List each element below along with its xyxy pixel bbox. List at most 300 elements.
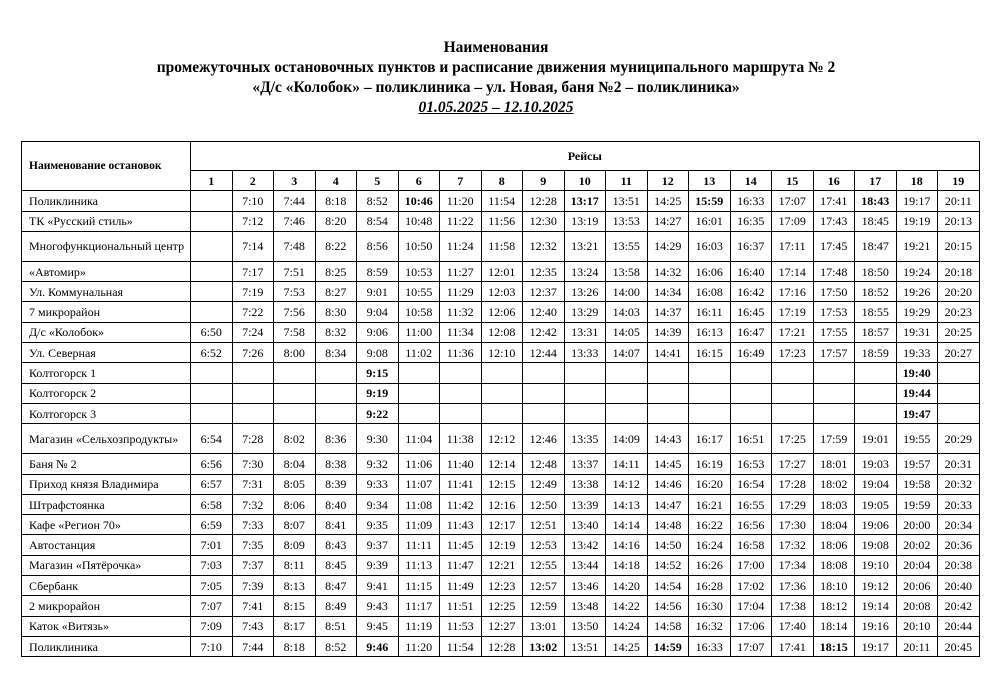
- departure-time: [855, 383, 897, 403]
- departure-time: 17:34: [772, 555, 814, 575]
- departure-time: 11:29: [440, 282, 482, 302]
- document-header: [0, 38, 992, 118]
- trip-number-header: 13: [689, 171, 731, 191]
- departure-time: 8:38: [315, 454, 357, 474]
- departure-time: 19:08: [855, 535, 897, 555]
- departure-time: 12:19: [481, 535, 523, 555]
- departure-time: 8:00: [274, 343, 316, 363]
- departure-time: 10:50: [398, 231, 440, 261]
- stop-name: Магазин «Сельхозпродукты»: [22, 424, 191, 454]
- departure-time: 17:00: [730, 555, 772, 575]
- departure-time: 11:58: [481, 231, 523, 261]
- departure-time: [523, 403, 565, 423]
- departure-time: [855, 363, 897, 383]
- departure-time: 20:34: [938, 515, 980, 535]
- stop-row: [22, 261, 980, 281]
- departure-time: 20:29: [938, 424, 980, 454]
- departure-time: 18:04: [813, 515, 855, 535]
- departure-time: 20:11: [938, 191, 980, 211]
- trips-header: Рейсы: [191, 142, 980, 171]
- trip-number-header: 1: [191, 171, 233, 191]
- departure-time: 17:06: [730, 616, 772, 636]
- departure-time: 13:37: [564, 454, 606, 474]
- stop-name: Поликлиника: [22, 191, 191, 211]
- departure-time: [191, 282, 233, 302]
- departure-time: 16:33: [689, 636, 731, 656]
- departure-time: 7:32: [232, 494, 274, 514]
- departure-time: 8:34: [315, 343, 357, 363]
- departure-time: 7:48: [274, 231, 316, 261]
- departure-time: 16:08: [689, 282, 731, 302]
- departure-time: 13:29: [564, 302, 606, 322]
- departure-time: 18:59: [855, 343, 897, 363]
- departure-time: 12:17: [481, 515, 523, 535]
- departure-time: 12:06: [481, 302, 523, 322]
- departure-time: 7:53: [274, 282, 316, 302]
- departure-time: 19:10: [855, 555, 897, 575]
- departure-time: 11:06: [398, 454, 440, 474]
- departure-time: 6:57: [191, 474, 233, 494]
- departure-time: 9:06: [357, 322, 399, 342]
- stop-row: [22, 424, 980, 454]
- trip-number-header: 15: [772, 171, 814, 191]
- departure-time: 7:51: [274, 261, 316, 281]
- departure-time: 11:41: [440, 474, 482, 494]
- departure-time: 13:19: [564, 211, 606, 231]
- departure-time: 16:49: [730, 343, 772, 363]
- departure-time: 7:22: [232, 302, 274, 322]
- departure-time: 19:21: [896, 231, 938, 261]
- departure-time: 16:19: [689, 454, 731, 474]
- stop-row: [22, 383, 980, 403]
- departure-time: 7:30: [232, 454, 274, 474]
- departure-time: 19:19: [896, 211, 938, 231]
- departure-time: [772, 363, 814, 383]
- departure-time: 12:59: [523, 596, 565, 616]
- departure-time: 20:44: [938, 616, 980, 636]
- departure-time: 12:08: [481, 322, 523, 342]
- departure-time: 8:56: [357, 231, 399, 261]
- departure-time: 20:08: [896, 596, 938, 616]
- departure-time: 20:23: [938, 302, 980, 322]
- departure-time: [232, 383, 274, 403]
- departure-time: 6:52: [191, 343, 233, 363]
- title-line-3: «Д/с «Колобок» – поликлиника – ул. Новая, баня №2 – поликлиника»: [252, 79, 740, 96]
- departure-time: 16:11: [689, 302, 731, 322]
- stop-name: Колтогорск 1: [22, 363, 191, 383]
- departure-time: 8:54: [357, 211, 399, 231]
- departure-time: 7:44: [274, 191, 316, 211]
- departure-time: 16:47: [730, 322, 772, 342]
- departure-time: [191, 191, 233, 211]
- departure-time: 11:07: [398, 474, 440, 494]
- departure-time: [772, 383, 814, 403]
- departure-time: 14:37: [647, 302, 689, 322]
- departure-time: 12:48: [523, 454, 565, 474]
- departure-time: 16:03: [689, 231, 731, 261]
- departure-time: 13:26: [564, 282, 606, 302]
- departure-time: 16:28: [689, 576, 731, 596]
- departure-time: 14:13: [606, 494, 648, 514]
- stop-name: Ул. Северная: [22, 343, 191, 363]
- departure-time: 6:59: [191, 515, 233, 535]
- departure-time: 16:30: [689, 596, 731, 616]
- departure-time: 17:16: [772, 282, 814, 302]
- stop-name: Колтогорск 2: [22, 383, 191, 403]
- departure-time: 6:56: [191, 454, 233, 474]
- departure-time: 13:38: [564, 474, 606, 494]
- departure-time: 11:04: [398, 424, 440, 454]
- departure-time: 18:50: [855, 261, 897, 281]
- departure-time: [564, 383, 606, 403]
- departure-time: 14:25: [647, 191, 689, 211]
- departure-time: 20:31: [938, 454, 980, 474]
- departure-time: 7:05: [191, 576, 233, 596]
- departure-time: 17:14: [772, 261, 814, 281]
- departure-time: 8:25: [315, 261, 357, 281]
- departure-time: 16:54: [730, 474, 772, 494]
- departure-time: 7:19: [232, 282, 274, 302]
- departure-time: 14:47: [647, 494, 689, 514]
- departure-time: [564, 363, 606, 383]
- trip-number-header: 4: [315, 171, 357, 191]
- departure-time: 14:27: [647, 211, 689, 231]
- departure-time: 9:35: [357, 515, 399, 535]
- departure-time: 20:25: [938, 322, 980, 342]
- trip-number-header: 9: [523, 171, 565, 191]
- departure-time: 8:17: [274, 616, 316, 636]
- departure-time: 11:34: [440, 322, 482, 342]
- departure-time: 19:29: [896, 302, 938, 322]
- departure-time: 13:46: [564, 576, 606, 596]
- departure-time: 14:24: [606, 616, 648, 636]
- departure-time: 13:58: [606, 261, 648, 281]
- departure-time: 16:32: [689, 616, 731, 636]
- departure-time: 11:09: [398, 515, 440, 535]
- stop-row: [22, 231, 980, 261]
- departure-time: 7:37: [232, 555, 274, 575]
- departure-time: 7:12: [232, 211, 274, 231]
- departure-time: 8:45: [315, 555, 357, 575]
- departure-time: 12:12: [481, 424, 523, 454]
- departure-time: 8:49: [315, 596, 357, 616]
- departure-time: 17:55: [813, 322, 855, 342]
- departure-time: [315, 363, 357, 383]
- departure-time: 20:20: [938, 282, 980, 302]
- departure-time: 9:43: [357, 596, 399, 616]
- departure-time: 12:15: [481, 474, 523, 494]
- departure-time: 17:04: [730, 596, 772, 616]
- trip-number-header: 10: [564, 171, 606, 191]
- departure-time: 9:30: [357, 424, 399, 454]
- schedule-body: [22, 191, 980, 657]
- departure-time: 7:28: [232, 424, 274, 454]
- departure-time: 11:13: [398, 555, 440, 575]
- departure-time: 16:21: [689, 494, 731, 514]
- departure-time: 7:10: [232, 191, 274, 211]
- departure-time: 12:14: [481, 454, 523, 474]
- departure-time: 17:02: [730, 576, 772, 596]
- departure-time: 8:43: [315, 535, 357, 555]
- departure-time: [772, 403, 814, 423]
- departure-time: 14:45: [647, 454, 689, 474]
- departure-time: 11:20: [398, 636, 440, 656]
- departure-time: 11:54: [481, 191, 523, 211]
- departure-time: 9:22: [357, 403, 399, 423]
- departure-time: [232, 363, 274, 383]
- departure-time: 11:22: [440, 211, 482, 231]
- departure-time: 12:28: [481, 636, 523, 656]
- departure-time: 11:42: [440, 494, 482, 514]
- departure-time: [440, 403, 482, 423]
- departure-time: 11:20: [440, 191, 482, 211]
- departure-time: 20:06: [896, 576, 938, 596]
- departure-time: 19:57: [896, 454, 938, 474]
- departure-time: 16:53: [730, 454, 772, 474]
- stop-name: 7 микрорайон: [22, 302, 191, 322]
- departure-time: 16:55: [730, 494, 772, 514]
- departure-time: 14:50: [647, 535, 689, 555]
- date-range: 01.05.2025 – 12.10.2025: [418, 99, 574, 116]
- departure-time: 13:44: [564, 555, 606, 575]
- departure-time: 14:39: [647, 322, 689, 342]
- departure-time: 13:55: [606, 231, 648, 261]
- departure-time: 16:20: [689, 474, 731, 494]
- departure-time: 17:57: [813, 343, 855, 363]
- departure-time: 13:51: [564, 636, 606, 656]
- departure-time: 18:43: [855, 191, 897, 211]
- departure-time: 19:03: [855, 454, 897, 474]
- departure-time: 13:31: [564, 322, 606, 342]
- departure-time: 12:16: [481, 494, 523, 514]
- departure-time: 18:47: [855, 231, 897, 261]
- departure-time: [398, 363, 440, 383]
- stop-row: [22, 363, 980, 383]
- departure-time: 16:17: [689, 424, 731, 454]
- departure-time: 14:12: [606, 474, 648, 494]
- departure-time: 7:56: [274, 302, 316, 322]
- departure-time: 16:26: [689, 555, 731, 575]
- departure-time: [274, 383, 316, 403]
- departure-time: 11:36: [440, 343, 482, 363]
- departure-time: 7:33: [232, 515, 274, 535]
- stop-row: [22, 191, 980, 211]
- departure-time: 8:47: [315, 576, 357, 596]
- stop-name: Кафе «Регион 70»: [22, 515, 191, 535]
- departure-time: 12:23: [481, 576, 523, 596]
- departure-time: 11:02: [398, 343, 440, 363]
- departure-time: [398, 383, 440, 403]
- departure-time: 14:20: [606, 576, 648, 596]
- departure-time: 9:32: [357, 454, 399, 474]
- departure-time: 19:40: [896, 363, 938, 383]
- departure-time: 7:44: [232, 636, 274, 656]
- departure-time: [938, 403, 980, 423]
- departure-time: 18:06: [813, 535, 855, 555]
- departure-time: [689, 363, 731, 383]
- stop-row: [22, 403, 980, 423]
- departure-time: 17:41: [772, 636, 814, 656]
- departure-time: 6:54: [191, 424, 233, 454]
- departure-time: 8:52: [315, 636, 357, 656]
- departure-time: 14:32: [647, 261, 689, 281]
- departure-time: 19:12: [855, 576, 897, 596]
- departure-time: 13:35: [564, 424, 606, 454]
- stop-name: Д/с «Колобок»: [22, 322, 191, 342]
- departure-time: 16:37: [730, 231, 772, 261]
- departure-time: 19:05: [855, 494, 897, 514]
- departure-time: 20:02: [896, 535, 938, 555]
- departure-time: 17:19: [772, 302, 814, 322]
- departure-time: [191, 231, 233, 261]
- stop-name: 2 микрорайон: [22, 596, 191, 616]
- stop-name: Ул. Коммунальная: [22, 282, 191, 302]
- stop-name: Сбербанк: [22, 576, 191, 596]
- departure-time: 14:48: [647, 515, 689, 535]
- departure-time: 20:33: [938, 494, 980, 514]
- departure-time: [647, 363, 689, 383]
- departure-time: 18:57: [855, 322, 897, 342]
- departure-time: [855, 403, 897, 423]
- departure-time: 11:49: [440, 576, 482, 596]
- stop-name: Приход князя Владимира: [22, 474, 191, 494]
- departure-time: 10:48: [398, 211, 440, 231]
- departure-time: 13:40: [564, 515, 606, 535]
- departure-time: 20:36: [938, 535, 980, 555]
- departure-time: 14:03: [606, 302, 648, 322]
- departure-time: 19:31: [896, 322, 938, 342]
- departure-time: 12:37: [523, 282, 565, 302]
- departure-time: 19:06: [855, 515, 897, 535]
- departure-time: 7:14: [232, 231, 274, 261]
- departure-time: 16:42: [730, 282, 772, 302]
- departure-time: 11:51: [440, 596, 482, 616]
- departure-time: [813, 363, 855, 383]
- departure-time: 19:55: [896, 424, 938, 454]
- departure-time: 8:13: [274, 576, 316, 596]
- departure-time: 14:25: [606, 636, 648, 656]
- stop-row: [22, 616, 980, 636]
- departure-time: 11:15: [398, 576, 440, 596]
- departure-time: 18:10: [813, 576, 855, 596]
- departure-time: 14:16: [606, 535, 648, 555]
- departure-time: 11:11: [398, 535, 440, 555]
- departure-time: 9:04: [357, 302, 399, 322]
- departure-time: 17:27: [772, 454, 814, 474]
- departure-time: 8:15: [274, 596, 316, 616]
- departure-time: 8:11: [274, 555, 316, 575]
- departure-time: 11:45: [440, 535, 482, 555]
- departure-time: 13:24: [564, 261, 606, 281]
- departure-time: 17:07: [730, 636, 772, 656]
- stop-row: [22, 576, 980, 596]
- trip-number-header: 5: [357, 171, 399, 191]
- departure-time: 7:24: [232, 322, 274, 342]
- departure-time: 19:33: [896, 343, 938, 363]
- departure-time: 8:05: [274, 474, 316, 494]
- departure-time: 17:53: [813, 302, 855, 322]
- departure-time: 13:39: [564, 494, 606, 514]
- departure-time: [564, 403, 606, 423]
- departure-time: 17:41: [813, 191, 855, 211]
- departure-time: [606, 403, 648, 423]
- departure-time: [274, 403, 316, 423]
- departure-time: 12:50: [523, 494, 565, 514]
- departure-time: 17:11: [772, 231, 814, 261]
- departure-time: 19:24: [896, 261, 938, 281]
- departure-time: 19:17: [855, 636, 897, 656]
- departure-time: [440, 383, 482, 403]
- departure-time: 7:17: [232, 261, 274, 281]
- departure-time: 12:27: [481, 616, 523, 636]
- departure-time: 8:52: [357, 191, 399, 211]
- departure-time: 13:53: [606, 211, 648, 231]
- stop-name: Поликлиника: [22, 636, 191, 656]
- departure-time: 7:07: [191, 596, 233, 616]
- departure-time: [191, 261, 233, 281]
- departure-time: 13:02: [523, 636, 565, 656]
- departure-time: 7:58: [274, 322, 316, 342]
- departure-time: 13:48: [564, 596, 606, 616]
- departure-time: 6:50: [191, 322, 233, 342]
- schedule-table: [21, 141, 980, 657]
- departure-time: 20:40: [938, 576, 980, 596]
- departure-time: [813, 383, 855, 403]
- departure-time: 17:32: [772, 535, 814, 555]
- departure-time: 8:09: [274, 535, 316, 555]
- departure-time: 8:41: [315, 515, 357, 535]
- departure-time: 17:38: [772, 596, 814, 616]
- departure-time: 8:07: [274, 515, 316, 535]
- departure-time: 17:07: [772, 191, 814, 211]
- departure-time: 16:58: [730, 535, 772, 555]
- departure-time: 11:19: [398, 616, 440, 636]
- departure-time: 9:37: [357, 535, 399, 555]
- trip-number-header: 17: [855, 171, 897, 191]
- stop-row: [22, 322, 980, 342]
- departure-time: 19:16: [855, 616, 897, 636]
- departure-time: 19:17: [896, 191, 938, 211]
- departure-time: 6:58: [191, 494, 233, 514]
- departure-time: 17:48: [813, 261, 855, 281]
- departure-time: 16:35: [730, 211, 772, 231]
- departure-time: 8:59: [357, 261, 399, 281]
- departure-time: [730, 383, 772, 403]
- stop-row: [22, 596, 980, 616]
- departure-time: 11:56: [481, 211, 523, 231]
- departure-time: 16:13: [689, 322, 731, 342]
- stop-row: [22, 454, 980, 474]
- departure-time: 11:47: [440, 555, 482, 575]
- departure-time: 12:57: [523, 576, 565, 596]
- trip-number-header: 11: [606, 171, 648, 191]
- stop-name: Баня № 2: [22, 454, 191, 474]
- departure-time: 20:04: [896, 555, 938, 575]
- departure-time: [523, 363, 565, 383]
- departure-time: 13:17: [564, 191, 606, 211]
- stop-name: Штрафстоянка: [22, 494, 191, 514]
- departure-time: 13:42: [564, 535, 606, 555]
- departure-time: [440, 363, 482, 383]
- departure-time: 16:45: [730, 302, 772, 322]
- departure-time: 17:36: [772, 576, 814, 596]
- stop-row: [22, 555, 980, 575]
- departure-time: 16:24: [689, 535, 731, 555]
- stop-name: Автостанция: [22, 535, 191, 555]
- departure-time: 19:47: [896, 403, 938, 423]
- departure-time: [647, 403, 689, 423]
- departure-time: [689, 403, 731, 423]
